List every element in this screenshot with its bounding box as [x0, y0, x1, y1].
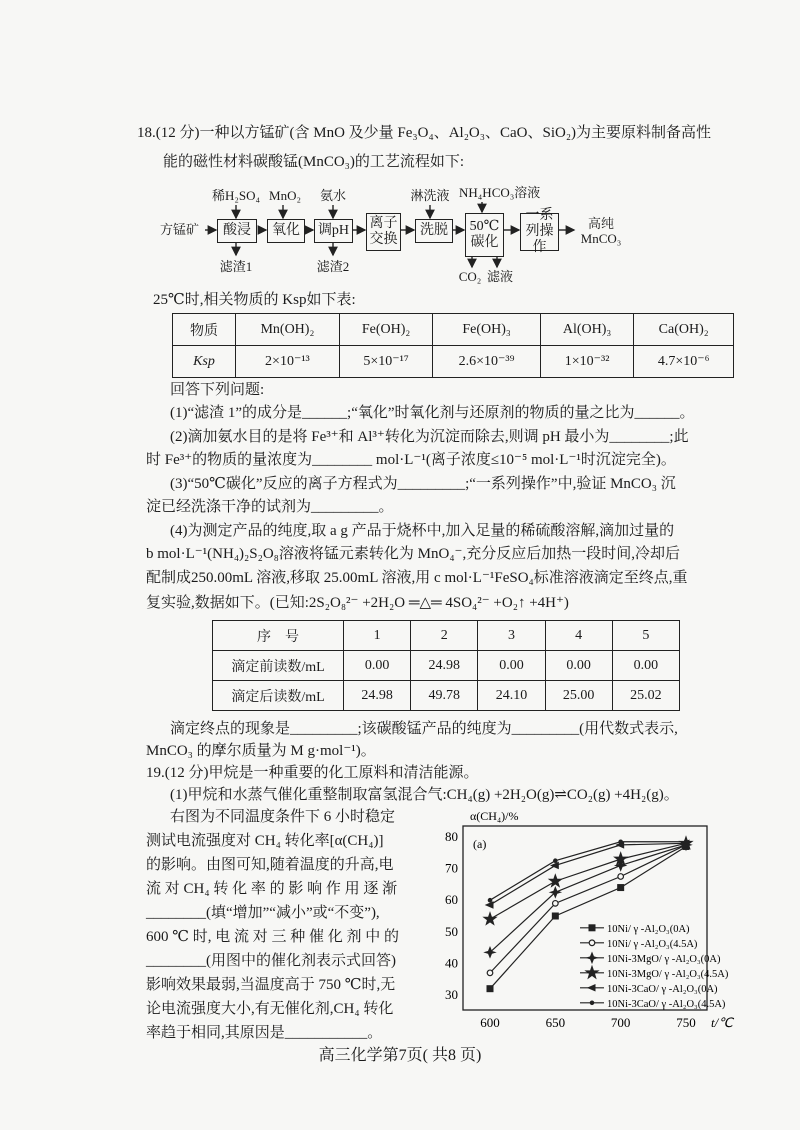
q18-line: b mol·L⁻¹(NH₄)₂S₂O₈溶液将锰元素转化为 MnO₄⁻,充分反应后加热一段时间,冷却后 — [146, 546, 680, 562]
legend-marker — [588, 985, 595, 991]
data-point-marker — [487, 986, 493, 992]
table-cell: 3 — [478, 621, 545, 651]
legend-label: 10Ni-3MgO/ γ -Al₂O₃(4.5A) — [607, 968, 729, 980]
table-cell: 2 — [411, 621, 478, 651]
table-cell: 2×10⁻¹³ — [236, 346, 340, 378]
table-cell: Al(OH)₃ — [540, 314, 634, 346]
x-tick-label: 650 — [545, 1015, 566, 1030]
flow-reagent-wash: 淋洗液 — [410, 188, 450, 203]
data-point-marker — [488, 898, 492, 902]
flow-reagent-ammonia: 氨水 — [319, 188, 347, 203]
q19-left-line: ________(用图中的催化剂表示式回答) — [146, 953, 396, 969]
x-tick-label: 750 — [676, 1015, 696, 1030]
table-cell: 物质 — [173, 314, 236, 346]
data-point-marker — [484, 913, 496, 925]
table-cell: 滴定后读数/mL — [213, 681, 344, 711]
data-point-marker — [549, 875, 561, 887]
table-cell: 5×10⁻¹⁷ — [339, 346, 433, 378]
q18-line: 复实验,数据如下。(已知:2S₂O₈²⁻ +2H₂O ═△═ 4SO₄²⁻ +O₂↑ +4H⁺) — [146, 595, 569, 611]
flow-step-adjust-ph: 调pH — [314, 219, 353, 243]
q19-left-line: 测试电流强度对 CH₄ 转化率[α(CH₄)] — [146, 833, 384, 849]
legend-label: 10Ni-3CaO/ γ -Al₂O₃(0A) — [607, 983, 718, 995]
table-cell: Fe(OH)₂ — [339, 314, 433, 346]
q19-left-line: 的影响。由图可知,随着温度的升高,电 — [146, 857, 394, 873]
data-point-marker — [684, 840, 688, 844]
plot-frame — [463, 826, 707, 1010]
q18-after-line: 滴定终点的现象是_________;该碳酸锰产品的纯度为_________(用代数式表示, — [170, 721, 678, 737]
q19-left-line: 600 ℃ 时, 电 流 对 三 种 催 化 剂 中 的 — [146, 929, 400, 945]
page-footer: 高三化学第7页( 共8 页) — [318, 1047, 482, 1064]
flow-step-carbonize: 50℃碳化 — [465, 213, 504, 257]
series-line-5 — [490, 843, 686, 905]
q18-line: (1)“滤渣 1”的成分是______;“氧化”时氧化剂与还原剂的物质的量之比为______。 — [170, 405, 695, 421]
q19-left-line: 率趋于相同,其原因是___________。 — [146, 1025, 383, 1041]
q18-line: (3)“50℃碳化”反应的离子方程式为_________;“一系列操作”中,验证 MnCO₃ 沉 — [170, 476, 676, 492]
x-tick-label: 700 — [610, 1015, 631, 1030]
y-tick-label: 50 — [445, 923, 458, 939]
chart-panel-label: (a) — [473, 837, 487, 851]
table-cell: 5 — [612, 621, 679, 651]
y-tick-label: 30 — [445, 987, 458, 1002]
table-row — [173, 314, 734, 346]
flow-reagent-nh4hco3: NH₄HCO₃溶液 — [459, 185, 541, 200]
flow-output-filtrate: 滤液 — [486, 269, 514, 284]
q19-title: 19.(12 分)甲烷是一种重要的化工原料和清洁能源。 — [146, 765, 479, 781]
table-cell: 24.10 — [478, 681, 545, 711]
legend-label: 10Ni/ γ -Al₂O₃(4.5A) — [607, 938, 698, 950]
data-point-marker — [554, 859, 558, 863]
ksp-caption: 25℃时,相关物质的 Ksp如下表: — [153, 292, 356, 308]
flow-step-operations: 一系列操作 — [520, 213, 559, 251]
table-row — [173, 346, 734, 378]
table-cell: 0.00 — [545, 651, 612, 681]
table-cell: Fe(OH)₃ — [433, 314, 541, 346]
flow-output-residue1: 滤渣1 — [219, 259, 253, 274]
y-axis-label: α(CH₄)/% — [470, 809, 519, 823]
table-row — [213, 681, 680, 711]
series-line-1 — [490, 846, 686, 988]
table-cell: 1 — [344, 621, 411, 651]
table-cell: 滴定前读数/mL — [213, 651, 344, 681]
table-cell: 24.98 — [411, 651, 478, 681]
data-point-marker — [618, 874, 624, 880]
table-row — [213, 621, 680, 651]
y-tick-label: 70 — [445, 860, 458, 876]
q19-left-line: ________(填“增加”“减小”或“不变”), — [146, 905, 380, 921]
flow-output-residue2: 滤渣2 — [316, 259, 350, 274]
table-row — [213, 651, 680, 681]
data-point-marker — [619, 840, 623, 844]
q18-line: 配制成250.00mL 溶液,移取 25.00mL 溶液,用 c mol·L⁻¹FeSO₄标准溶液滴定至终点,重 — [146, 570, 688, 586]
flow-step-oxidize: 氧化 — [267, 219, 305, 243]
legend-marker — [589, 940, 595, 946]
table-cell: 4 — [545, 621, 612, 651]
legend-label: 10Ni-3MgO/ γ -Al₂O₃(0A) — [607, 953, 721, 965]
table-cell: 0.00 — [478, 651, 545, 681]
q19-left-line: 右图为不同温度条件下 6 小时稳定 — [170, 809, 396, 825]
q19-left-line: 论电流强度大小,有无催化剂,CH₄ 转化 — [146, 1001, 394, 1017]
q19-left-line: 流 对 CH₄ 转 化 率 的 影 响 作 用 逐 渐 — [146, 881, 398, 897]
q18-after-line: MnCO₃ 的摩尔质量为 M g·mol⁻¹)。 — [146, 743, 376, 759]
legend-marker — [586, 966, 598, 978]
q19-left-line: 影响效果最弱,当温度高于 750 ℃时,无 — [146, 977, 396, 993]
y-tick-label: 60 — [445, 892, 458, 908]
q18-stem-line2: 能的磁性材料碳酸锰(MnCO₃)的工艺流程如下: — [163, 154, 465, 170]
table-cell: Ca(OH)₂ — [634, 314, 734, 346]
table-cell: Ksp — [173, 346, 236, 378]
q19-part1: (1)甲烷和水蒸气催化重整制取富氢混合气:CH₄(g) +2H₂O(g)⇌CO₂(g) +4H₂(g)。 — [170, 787, 679, 803]
table-cell: 2.6×10⁻³⁹ — [433, 346, 541, 378]
table-cell: 4.7×10⁻⁶ — [634, 346, 734, 378]
q18-stem-line1: 18.(12 分)一种以方锰矿(含 MnO 及少量 Fe₃O₄、Al₂O₃、CaO、SiO₂)为主要原料制备高性 — [137, 125, 712, 141]
titration-table — [212, 620, 680, 711]
table-cell: 1×10⁻³² — [540, 346, 634, 378]
flow-product: 高纯MnCO₃ — [580, 216, 622, 246]
legend-label: 10Ni/ γ -Al₂O₃(0A) — [607, 923, 690, 935]
q18-line: 时 Fe³⁺的物质的量浓度为________ mol·L⁻¹(离子浓度≤10⁻⁵ mol·L⁻¹时沉淀完全)。 — [146, 452, 676, 468]
flow-step-ion-exchange: 离子交换 — [366, 213, 401, 251]
flow-reagent-h2so4: 稀H₂SO₄ — [211, 188, 261, 203]
table-cell: Mn(OH)₂ — [236, 314, 340, 346]
series-line-3 — [490, 845, 686, 952]
ch4-conversion-chart — [430, 808, 770, 1036]
y-tick-label: 80 — [445, 829, 458, 844]
x-tick-label: 600 — [480, 1015, 500, 1030]
table-cell: 序 号 — [213, 621, 344, 651]
flow-output-co2: CO₂ — [458, 269, 482, 284]
y-tick-label: 40 — [445, 955, 458, 971]
x-axis-label: t/℃ — [711, 1015, 733, 1030]
legend-marker — [590, 1001, 594, 1005]
legend-marker — [589, 925, 595, 931]
table-cell: 49.78 — [411, 681, 478, 711]
table-cell: 25.00 — [545, 681, 612, 711]
data-point-marker — [486, 902, 493, 908]
q18-line: (2)滴加氨水目的是将 Fe³⁺和 Al³⁺转化为沉淀而除去,则调 pH 最小为________;此 — [170, 429, 689, 445]
table-cell: 25.02 — [612, 681, 679, 711]
legend-marker — [587, 953, 597, 963]
flow-input: 方锰矿 — [160, 222, 200, 237]
data-point-marker — [487, 970, 493, 976]
q18-line: 淀已经洗涤干净的试剂为_________。 — [146, 499, 394, 515]
answer-intro: 回答下列问题: — [170, 382, 265, 398]
q18-line: (4)为测定产品的纯度,取 a g 产品于烧杯中,加入足量的稀硫酸溶解,滴加过量的 — [170, 523, 675, 539]
data-point-marker — [553, 901, 559, 907]
ksp-table — [172, 313, 734, 378]
flow-reagent-mno2: MnO₂ — [269, 188, 301, 203]
legend-label: 10Ni-3CaO/ γ -Al₂O₃(4.5A) — [607, 998, 726, 1010]
flow-step-acid-leach: 酸浸 — [217, 219, 257, 243]
data-point-marker — [552, 913, 558, 919]
table-cell: 0.00 — [612, 651, 679, 681]
flow-step-elute: 洗脱 — [415, 219, 453, 243]
flowchart-arrows — [0, 0, 800, 300]
data-point-marker — [618, 885, 624, 891]
table-cell: 24.98 — [344, 681, 411, 711]
table-cell: 0.00 — [344, 651, 411, 681]
